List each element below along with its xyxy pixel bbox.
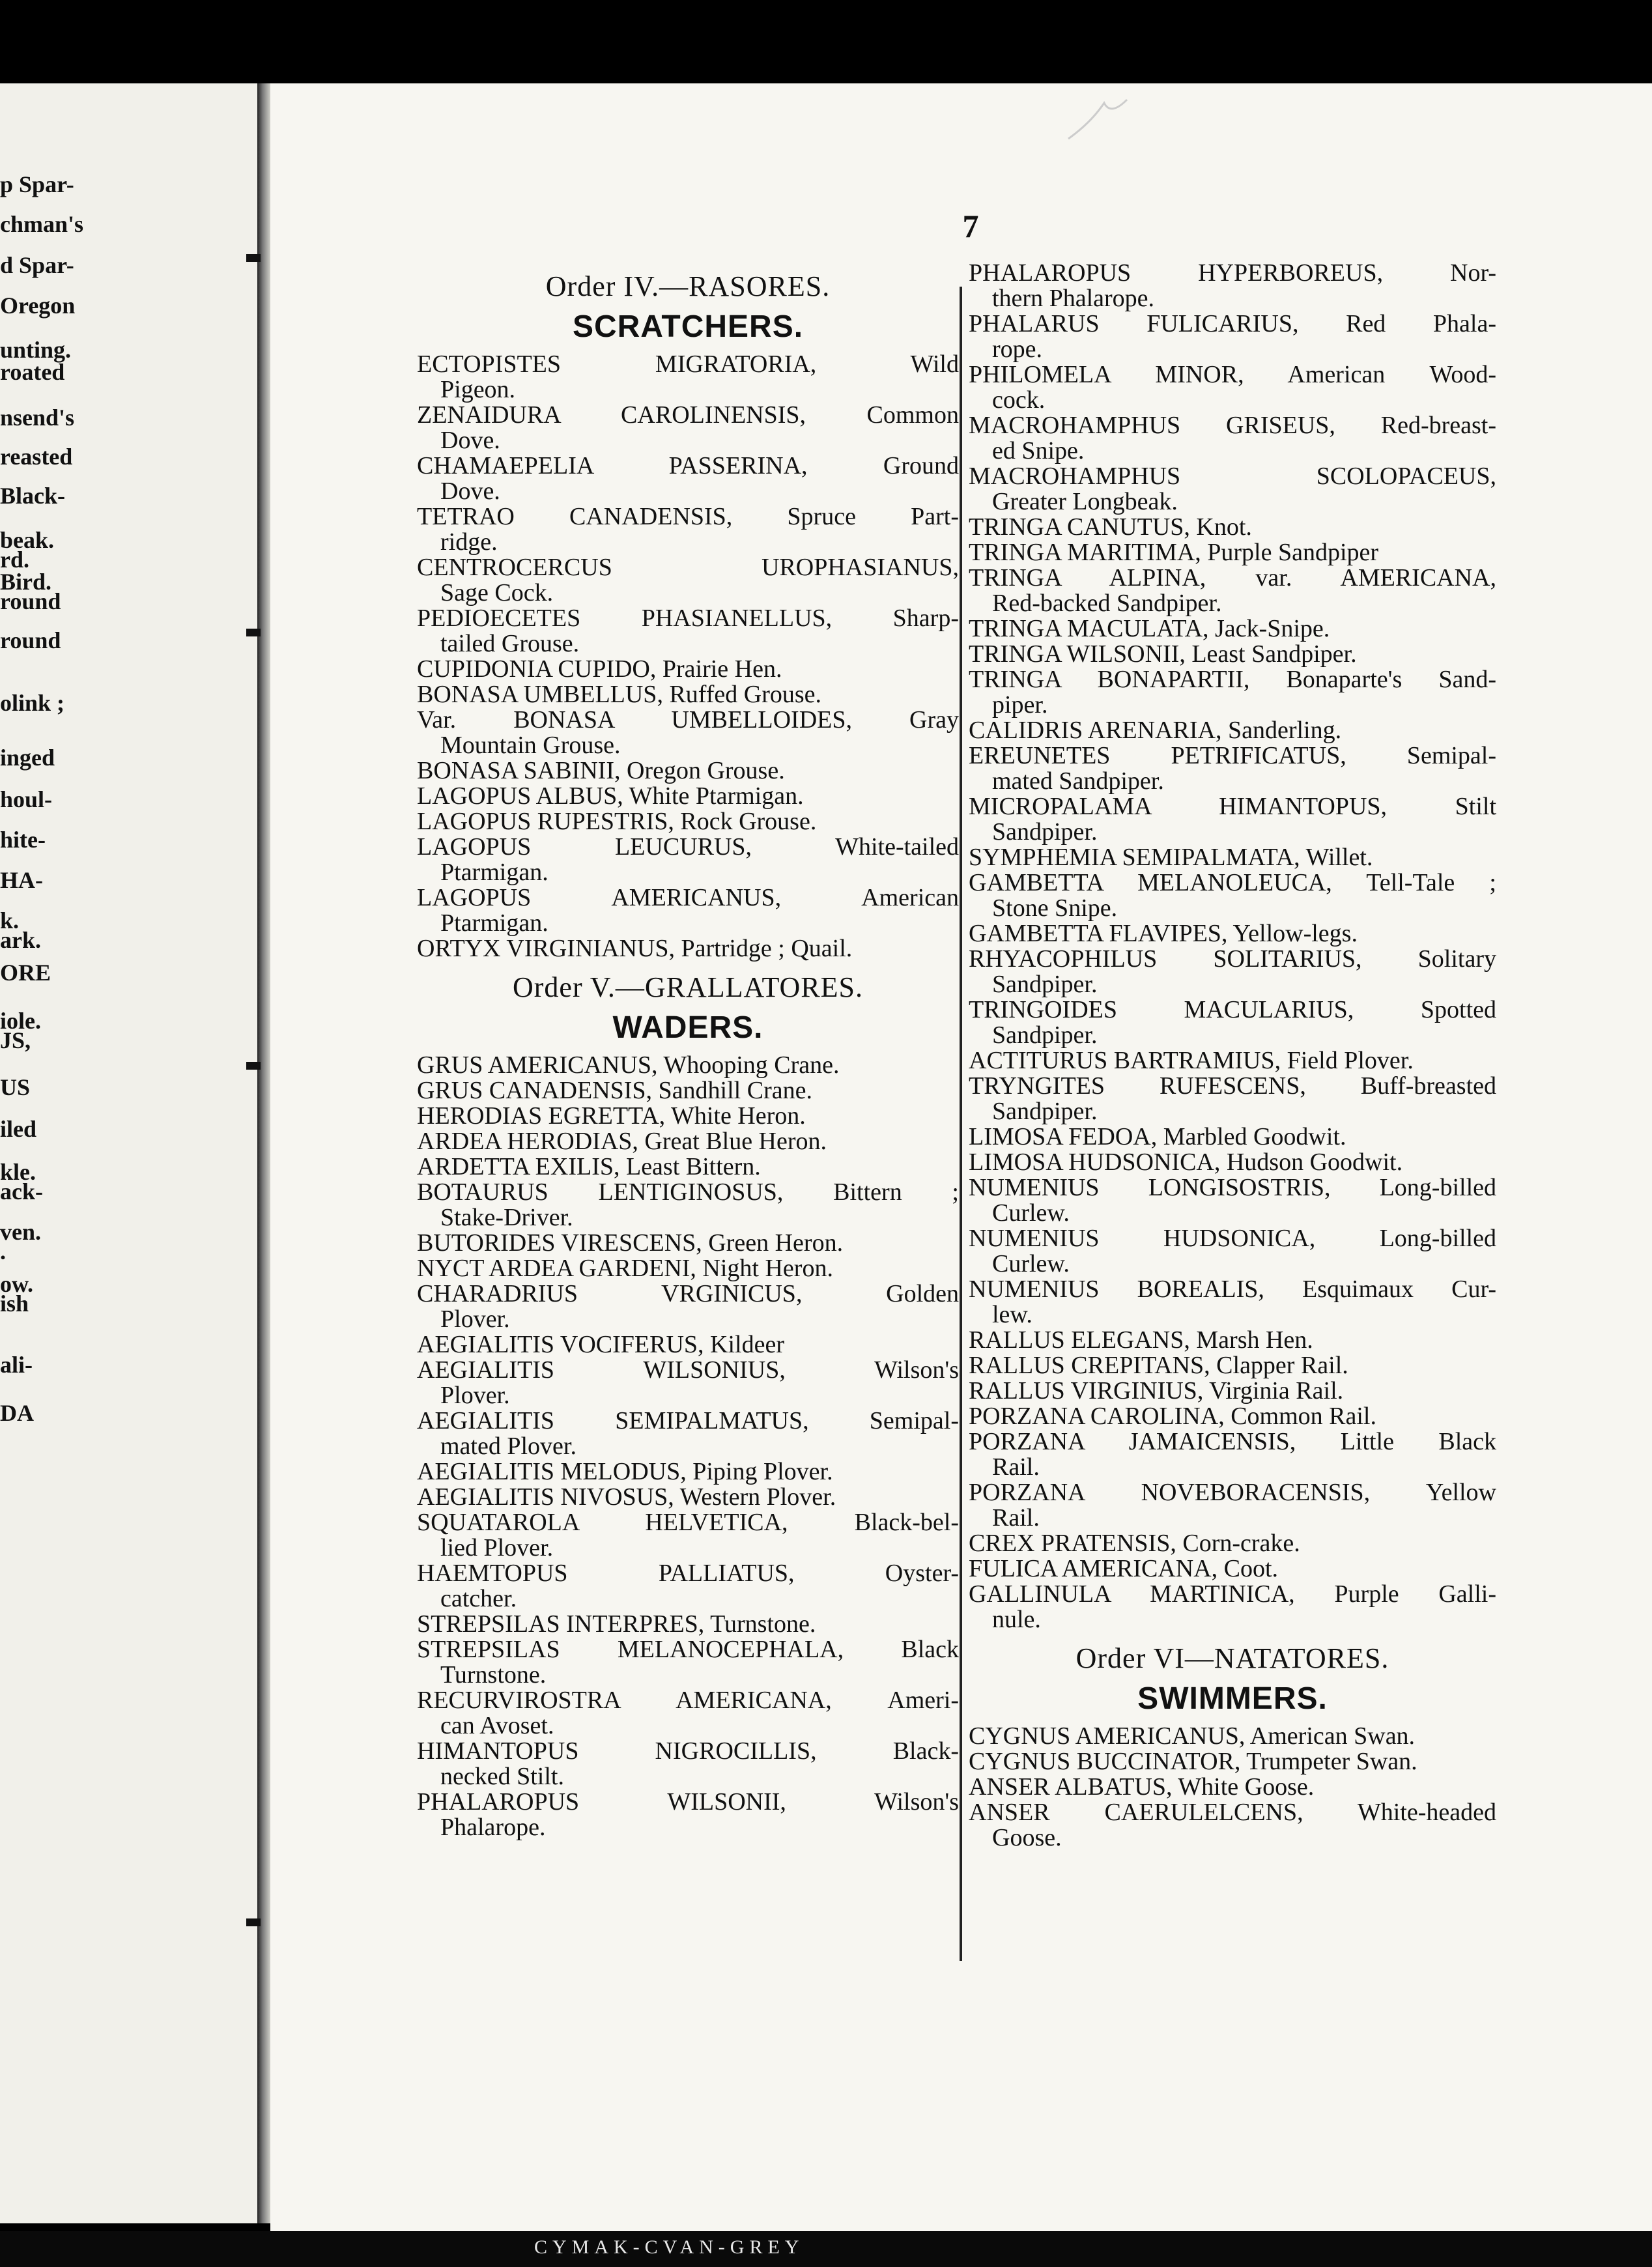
species-entry bbox=[969, 1531, 1496, 1556]
species-entry bbox=[969, 362, 1496, 413]
species-name-line: MICROPALAMA HIMANTOPUS, Stilt bbox=[969, 793, 1496, 820]
species-entry bbox=[969, 870, 1496, 921]
scan-border bbox=[0, 2231, 1652, 2267]
species-name-line: NUMENIUS HUDSONICA, Long-billed bbox=[969, 1225, 1496, 1252]
species-name-line: RALLUS ELEGANS, Marsh Hen. bbox=[969, 1326, 1313, 1354]
facing-page-text-fragment: HA- bbox=[0, 867, 43, 893]
species-continuation-line: ridge. bbox=[440, 528, 498, 556]
species-entry bbox=[417, 1281, 959, 1332]
species-entry bbox=[969, 1582, 1496, 1633]
species-name-line: RHYACOPHILUS SOLITARIUS, Solitary bbox=[969, 945, 1496, 973]
species-continuation-line: Stake-Driver. bbox=[440, 1204, 573, 1231]
species-continuation-line: Turnstone. bbox=[440, 1661, 547, 1689]
species-continuation-line: ed Snipe. bbox=[992, 437, 1085, 464]
species-name-line: GAMBETTA FLAVIPES, Yellow-legs. bbox=[969, 920, 1358, 947]
order-heading: Order VI—NATATORES. bbox=[1075, 1642, 1389, 1674]
species-name-line: CENTROCERCUS UROPHASIANUS, bbox=[417, 554, 959, 581]
species-entry bbox=[417, 1561, 959, 1612]
species-name-line: RALLUS CREPITANS, Clapper Rail. bbox=[969, 1352, 1348, 1379]
species-continuation-line: tailed Grouse. bbox=[440, 630, 580, 657]
binding-mark bbox=[246, 1918, 261, 1926]
species-entry bbox=[969, 1775, 1496, 1800]
species-name-line: TRINGA BONAPARTII, Bonaparte's Sand- bbox=[969, 666, 1496, 693]
species-entry bbox=[969, 1175, 1496, 1226]
species-name-line: TRINGA WILSONII, Least Sandpiper. bbox=[969, 640, 1357, 668]
species-entry bbox=[417, 1053, 959, 1078]
species-entry bbox=[969, 1150, 1496, 1175]
species-name-line: SQUATAROLA HELVETICA, Black-bel- bbox=[417, 1509, 959, 1536]
column-divider bbox=[960, 287, 962, 1961]
species-name-line: BOTAURUS LENTIGINOSUS, Bittern ; bbox=[417, 1178, 959, 1206]
species-continuation-line: lew. bbox=[992, 1301, 1032, 1328]
species-continuation-line: Mountain Grouse. bbox=[440, 732, 621, 759]
species-entry bbox=[417, 504, 959, 555]
species-continuation-line: Sandpiper. bbox=[992, 818, 1098, 846]
species-entry bbox=[969, 1277, 1496, 1328]
species-entry bbox=[417, 1256, 959, 1281]
species-name-line: MACROHAMPHUS GRISEUS, Red-breast- bbox=[969, 412, 1496, 439]
species-name-line: HAEMTOPUS PALLIATUS, Oyster- bbox=[417, 1560, 959, 1587]
facing-page-text-fragment: unting. bbox=[0, 337, 72, 363]
species-entry bbox=[969, 1480, 1496, 1531]
facing-page-text-fragment: ark. bbox=[0, 927, 41, 953]
facing-page-text-fragment: DA bbox=[0, 1400, 34, 1426]
species-continuation-line: Sandpiper. bbox=[992, 1021, 1098, 1049]
facing-page-text-fragment: ish bbox=[0, 1290, 29, 1317]
species-name-line: EREUNETES PETRIFICATUS, Semipal- bbox=[969, 742, 1496, 769]
species-entry bbox=[417, 1459, 959, 1485]
species-entry bbox=[417, 809, 959, 834]
species-entry bbox=[417, 1332, 959, 1358]
species-name-line: LIMOSA FEDOA, Marbled Goodwit. bbox=[969, 1123, 1346, 1150]
species-name-line: SYMPHEMIA SEMIPALMATA, Willet. bbox=[969, 844, 1373, 871]
species-entry bbox=[417, 657, 959, 682]
species-entry bbox=[417, 1154, 959, 1180]
species-entry bbox=[969, 947, 1496, 997]
order-heading: Order V.—GRALLATORES. bbox=[512, 971, 864, 1003]
facing-page-text-fragment: ven. bbox=[0, 1219, 41, 1245]
species-entry bbox=[417, 1637, 959, 1688]
species-entry bbox=[969, 311, 1496, 362]
species-entry bbox=[969, 261, 1496, 311]
species-name-line: PORZANA NOVEBORACENSIS, Yellow bbox=[969, 1479, 1496, 1506]
species-name-line: GALLINULA MARTINICA, Purple Galli- bbox=[969, 1580, 1496, 1608]
facing-page-text-fragment: ow. bbox=[0, 1271, 34, 1297]
species-continuation-line: cock. bbox=[992, 386, 1046, 414]
species-entry bbox=[969, 1353, 1496, 1378]
facing-page-text-fragment: reasted bbox=[0, 444, 73, 470]
species-name-line: TRINGA MARITIMA, Purple Sandpiper bbox=[969, 539, 1379, 566]
species-continuation-line: nule. bbox=[992, 1606, 1041, 1633]
facing-page-text-fragment: hite- bbox=[0, 827, 46, 853]
species-name-line: CREX PRATENSIS, Corn-crake. bbox=[969, 1530, 1300, 1557]
facing-page-text-fragment: Black- bbox=[0, 483, 66, 509]
species-entry bbox=[417, 936, 959, 962]
section-heading: SWIMMERS. bbox=[1137, 1681, 1328, 1716]
species-continuation-line: Sage Cock. bbox=[440, 579, 554, 606]
facing-page-text-fragment: round bbox=[0, 627, 61, 653]
species-name-line: PHALAROPUS WILSONII, Wilson's bbox=[417, 1788, 959, 1816]
facing-page-text-fragment: Oregon bbox=[0, 292, 76, 319]
species-entry bbox=[969, 743, 1496, 794]
species-name-line: PHALAROPUS HYPERBOREUS, Nor- bbox=[969, 259, 1496, 287]
species-name-line: PHILOMELA MINOR, American Wood- bbox=[969, 361, 1496, 388]
species-name-line: CYGNUS AMERICANUS, American Swan. bbox=[969, 1722, 1416, 1750]
species-name-line: AEGIALITIS MELODUS, Piping Plover. bbox=[417, 1458, 833, 1485]
facing-page-text-fragment: ack- bbox=[0, 1178, 43, 1205]
species-name-line: ANSER ALBATUS, White Goose. bbox=[969, 1773, 1315, 1801]
facing-page-text-fragment: nsend's bbox=[0, 405, 75, 431]
species-entry bbox=[969, 540, 1496, 565]
facing-page-text-fragment: round bbox=[0, 588, 61, 614]
facing-page-text-fragment: iole. bbox=[0, 1008, 41, 1034]
facing-page-text-fragment: inged bbox=[0, 745, 55, 771]
species-name-line: CALIDRIS ARENARIA, Sanderling. bbox=[969, 717, 1342, 744]
species-name-line: AEGIALITIS WILSONIUS, Wilson's bbox=[417, 1356, 959, 1384]
species-continuation-line: catcher. bbox=[440, 1585, 517, 1612]
facing-page-text-fragment: Bird. bbox=[0, 569, 52, 595]
species-continuation-line: Sandpiper. bbox=[992, 1098, 1098, 1125]
species-entry bbox=[969, 718, 1496, 743]
species-continuation-line: Plover. bbox=[440, 1382, 510, 1409]
species-entry bbox=[417, 1485, 959, 1510]
scan-strip-text: CYMAK-CVAN-GREY bbox=[534, 2236, 805, 2258]
facing-page-text-fragment: chman's bbox=[0, 211, 84, 237]
species-entry bbox=[417, 1129, 959, 1154]
facing-page-text-fragment: . bbox=[0, 1238, 6, 1264]
species-continuation-line: can Avoset. bbox=[440, 1712, 554, 1739]
species-name-line: LAGOPUS ALBUS, White Ptarmigan. bbox=[417, 782, 804, 810]
species-name-line: Var. BONASA UMBELLOIDES, Gray bbox=[417, 706, 959, 734]
species-entry bbox=[417, 555, 959, 606]
species-continuation-line: Curlew. bbox=[992, 1199, 1070, 1227]
species-entry bbox=[417, 453, 959, 504]
species-name-line: NUMENIUS BOREALIS, Esquimaux Cur- bbox=[969, 1276, 1496, 1303]
species-name-line: LAGOPUS AMERICANUS, American bbox=[417, 884, 959, 911]
species-name-line: AEGIALITIS VOCIFERUS, Kildeer bbox=[417, 1331, 784, 1358]
species-name-line: TRINGOIDES MACULARIUS, Spotted bbox=[969, 996, 1496, 1023]
species-name-line: MACROHAMPHUS SCOLOPACEUS, bbox=[969, 463, 1496, 490]
binding-mark bbox=[246, 629, 261, 636]
species-entry bbox=[417, 682, 959, 707]
species-name-line: AEGIALITIS NIVOSUS, Western Plover. bbox=[417, 1483, 836, 1511]
species-name-line: PHALARUS FULICARIUS, Red Phala- bbox=[969, 310, 1496, 337]
species-entry bbox=[969, 1048, 1496, 1074]
facing-page-text-fragment: houl- bbox=[0, 786, 53, 812]
species-name-line: GAMBETTA MELANOLEUCA, Tell-Tale ; bbox=[969, 869, 1496, 896]
species-name-line: RECURVIROSTRA AMERICANA, Ameri- bbox=[417, 1687, 959, 1714]
species-continuation-line: Phalarope. bbox=[440, 1814, 546, 1841]
species-name-line: TETRAO CANADENSIS, Spruce Part- bbox=[417, 503, 959, 530]
species-continuation-line: lied Plover. bbox=[440, 1534, 554, 1561]
species-entry bbox=[969, 1800, 1496, 1851]
species-name-line: AEGIALITIS SEMIPALMATUS, Semipal- bbox=[417, 1407, 959, 1434]
species-name-line: GRUS CANADENSIS, Sandhill Crane. bbox=[417, 1077, 812, 1104]
species-entry bbox=[969, 1124, 1496, 1150]
species-name-line: TRINGA CANUTUS, Knot. bbox=[969, 513, 1252, 541]
species-name-line: RALLUS VIRGINIUS, Virginia Rail. bbox=[969, 1377, 1344, 1404]
species-name-line: LAGOPUS RUPESTRIS, Rock Grouse. bbox=[417, 808, 817, 835]
species-name-line: CYGNUS BUCCINATOR, Trumpeter Swan. bbox=[969, 1748, 1417, 1775]
species-entry bbox=[417, 1789, 959, 1840]
book-gutter bbox=[257, 83, 270, 2223]
species-entry bbox=[417, 606, 959, 657]
species-name-line: LIMOSA HUDSONICA, Hudson Goodwit. bbox=[969, 1148, 1403, 1176]
species-continuation-line: Rail. bbox=[992, 1504, 1040, 1532]
facing-page-text-fragment: iled bbox=[0, 1116, 37, 1142]
species-continuation-line: mated Plover. bbox=[440, 1433, 577, 1460]
species-name-line: FULICA AMERICANA, Coot. bbox=[969, 1555, 1279, 1582]
species-continuation-line: Plover. bbox=[440, 1305, 510, 1333]
species-continuation-line: Dove. bbox=[440, 427, 500, 454]
species-entry bbox=[969, 464, 1496, 515]
species-name-line: LAGOPUS LEUCURUS, White-tailed bbox=[417, 833, 959, 861]
species-name-line: ARDETTA EXILIS, Least Bittern. bbox=[417, 1153, 761, 1180]
species-name-line: HIMANTOPUS NIGROCILLIS, Black- bbox=[417, 1737, 959, 1765]
species-entry bbox=[969, 921, 1496, 947]
facing-page-text-fragment: d Spar- bbox=[0, 252, 74, 278]
species-continuation-line: Rail. bbox=[992, 1453, 1040, 1481]
species-entry bbox=[417, 352, 959, 403]
binding-mark bbox=[246, 254, 261, 262]
species-entry bbox=[969, 794, 1496, 845]
species-entry bbox=[417, 784, 959, 809]
species-entry bbox=[969, 1378, 1496, 1404]
species-name-line: BUTORIDES VIRESCENS, Green Heron. bbox=[417, 1229, 844, 1257]
species-entry bbox=[417, 1408, 959, 1459]
species-continuation-line: Ptarmigan. bbox=[440, 859, 548, 886]
facing-page-text-fragment: ORE bbox=[0, 960, 51, 986]
species-name-line: ARDEA HERODIAS, Great Blue Heron. bbox=[417, 1128, 827, 1155]
species-entry bbox=[969, 1724, 1496, 1749]
species-name-line: STREPSILAS MELANOCEPHALA, Black bbox=[417, 1636, 959, 1663]
section-heading: SCRATCHERS. bbox=[572, 309, 804, 344]
species-name-line: TRINGA ALPINA, var. AMERICANA, bbox=[969, 564, 1496, 592]
species-continuation-line: mated Sandpiper. bbox=[992, 767, 1164, 795]
species-entry bbox=[969, 1429, 1496, 1480]
species-name-line: BONASA SABINII, Oregon Grouse. bbox=[417, 757, 785, 784]
species-name-line: NUMENIUS LONGISOSTRIS, Long-billed bbox=[969, 1174, 1496, 1201]
facing-page-text-fragment: k. bbox=[0, 907, 20, 934]
page-number: 7 bbox=[962, 208, 979, 244]
species-continuation-line: necked Stilt. bbox=[440, 1763, 564, 1790]
species-entry bbox=[417, 834, 959, 885]
order-heading: Order IV.—RASORES. bbox=[545, 270, 831, 302]
species-entry bbox=[969, 1226, 1496, 1277]
species-continuation-line: Curlew. bbox=[992, 1250, 1070, 1277]
species-name-line: TRYNGITES RUFESCENS, Buff-breasted bbox=[969, 1072, 1496, 1100]
species-entry bbox=[969, 616, 1496, 642]
species-name-line: ZENAIDURA CAROLINENSIS, Common bbox=[417, 401, 959, 429]
species-continuation-line: piper. bbox=[992, 691, 1048, 719]
species-name-line: TRINGA MACULATA, Jack-Snipe. bbox=[969, 615, 1330, 642]
species-continuation-line: Greater Longbeak. bbox=[992, 488, 1178, 515]
species-entry bbox=[417, 1612, 959, 1637]
facing-page-fragment bbox=[0, 83, 257, 2223]
species-continuation-line: Ptarmigan. bbox=[440, 909, 548, 937]
species-entry bbox=[417, 707, 959, 758]
species-name-line: ANSER CAERULELCENS, White-headed bbox=[969, 1799, 1496, 1826]
facing-page-text-fragment: ali- bbox=[0, 1352, 33, 1378]
species-entry bbox=[417, 1739, 959, 1789]
species-entry bbox=[969, 413, 1496, 464]
species-entry bbox=[417, 1510, 959, 1561]
species-entry bbox=[417, 1231, 959, 1256]
binding-mark bbox=[246, 1062, 261, 1070]
species-entry bbox=[969, 997, 1496, 1048]
species-name-line: ACTITURUS BARTRAMIUS, Field Plover. bbox=[969, 1047, 1414, 1074]
species-entry bbox=[417, 1180, 959, 1231]
facing-page-text-fragment: kle. bbox=[0, 1159, 36, 1185]
facing-page-text-fragment: beak. bbox=[0, 527, 55, 553]
species-continuation-line: Sandpiper. bbox=[992, 971, 1098, 998]
species-continuation-line: thern Phalarope. bbox=[992, 285, 1155, 312]
facing-page-text-fragment: roated bbox=[0, 359, 65, 385]
facing-page-text-fragment: olink ; bbox=[0, 690, 65, 716]
species-entry bbox=[969, 1074, 1496, 1124]
species-continuation-line: rope. bbox=[992, 335, 1043, 363]
species-entry bbox=[969, 1749, 1496, 1775]
species-entry bbox=[969, 515, 1496, 540]
species-entry bbox=[969, 845, 1496, 870]
species-name-line: HERODIAS EGRETTA, White Heron. bbox=[417, 1102, 806, 1130]
species-entry bbox=[417, 758, 959, 784]
species-name-line: ORTYX VIRGINIANUS, Partridge ; Quail. bbox=[417, 935, 853, 962]
species-name-line: NYCT ARDEA GARDENI, Night Heron. bbox=[417, 1255, 833, 1282]
species-name-line: PEDIOECETES PHASIANELLUS, Sharp- bbox=[417, 605, 959, 632]
species-entry bbox=[417, 885, 959, 936]
facing-page-text-fragment: p Spar- bbox=[0, 171, 74, 197]
species-continuation-line: Red-backed Sandpiper. bbox=[992, 590, 1222, 617]
species-entry bbox=[417, 1104, 959, 1129]
right-column bbox=[969, 261, 1496, 1851]
facing-page-text-fragment: US bbox=[0, 1074, 31, 1100]
species-entry bbox=[417, 403, 959, 453]
species-name-line: CHARADRIUS VRGINICUS, Golden bbox=[417, 1280, 959, 1307]
species-name-line: PORZANA JAMAICENSIS, Little Black bbox=[969, 1428, 1496, 1455]
species-continuation-line: Pigeon. bbox=[440, 376, 516, 403]
species-continuation-line: Goose. bbox=[992, 1824, 1062, 1851]
species-entry bbox=[417, 1358, 959, 1408]
species-name-line: STREPSILAS INTERPRES, Turnstone. bbox=[417, 1610, 816, 1638]
left-column bbox=[417, 261, 959, 1840]
species-entry bbox=[969, 565, 1496, 616]
species-entry bbox=[969, 1404, 1496, 1429]
species-entry bbox=[969, 1328, 1496, 1353]
species-name-line: PORZANA CAROLINA, Common Rail. bbox=[969, 1403, 1376, 1430]
species-entry bbox=[969, 642, 1496, 667]
species-name-line: GRUS AMERICANUS, Whooping Crane. bbox=[417, 1051, 840, 1079]
species-name-line: ECTOPISTES MIGRATORIA, Wild bbox=[417, 350, 959, 378]
species-name-line: CUPIDONIA CUPIDO, Prairie Hen. bbox=[417, 655, 782, 683]
section-heading: WADERS. bbox=[612, 1010, 763, 1045]
species-entry bbox=[417, 1688, 959, 1739]
species-entry bbox=[969, 667, 1496, 718]
pen-mark bbox=[1065, 96, 1130, 142]
species-continuation-line: Dove. bbox=[440, 478, 500, 505]
species-entry bbox=[417, 1078, 959, 1104]
facing-page-text-fragment: JS, bbox=[0, 1027, 31, 1053]
species-name-line: BONASA UMBELLUS, Ruffed Grouse. bbox=[417, 681, 822, 708]
species-entry bbox=[969, 1556, 1496, 1582]
species-name-line: CHAMAEPELIA PASSERINA, Ground bbox=[417, 452, 959, 479]
facing-page-text-fragment: rd. bbox=[0, 547, 29, 573]
species-continuation-line: Stone Snipe. bbox=[992, 894, 1118, 922]
